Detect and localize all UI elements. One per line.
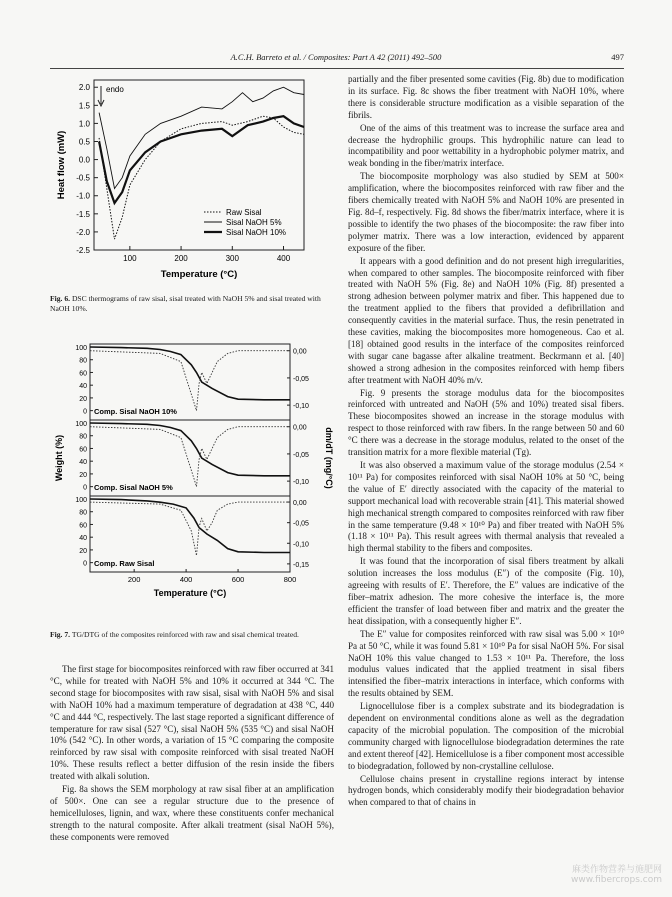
y2-tick-label: -0,10: [293, 403, 309, 411]
y-tick-label: 1.5: [78, 101, 90, 111]
right-column-text: [348, 74, 624, 810]
legend-label: Sisal NaOH 5%: [226, 218, 282, 227]
dtg-curve: [90, 502, 290, 555]
right-paragraph: It was also observed a maximum value of the storage modulus (2.54 × 10¹¹ Pa) for composites reinforced with sisal NaOH 10% at 50 °C, being the value of E′ directly associated with the capacity of the material to support mechanical load with recoverable strain [41]. This material showed high mechanical strength compared to composites reinforced with raw fiber in the same temperature (9.48 × 10¹⁰ Pa) and fiber treated with NaOH 5% (1.18 × 10¹¹ Pa). This result agrees with thermal analysis that revealed a high thermal stability to the fibers and composites.: [348, 460, 624, 554]
y-tick-label: 0.5: [78, 137, 90, 147]
y-tick-label: 0: [83, 560, 87, 568]
y2-axis-label: dm/dT (mg/°C): [324, 427, 334, 489]
legend-label: Sisal NaOH 10%: [226, 228, 287, 237]
figure-7-tg-dtg-chart: [52, 338, 332, 624]
y-tick-label: -2.5: [76, 246, 90, 255]
dtg-curve: [90, 351, 290, 411]
dtg-curve: [90, 427, 290, 487]
y-tick-label: -1.0: [76, 191, 90, 201]
y-tick-label: 60: [79, 446, 87, 454]
tg-curve: [90, 347, 290, 400]
left-column-text: [50, 664, 334, 845]
y-tick-label: 40: [79, 383, 87, 391]
y-tick-label: 80: [79, 509, 87, 517]
right-paragraph: Fig. 9 presents the storage modulus data for the biocomposites reinforced with untreated and NaOH (5% and 10%) treated sisal fibers. These biocomposites showed an increase in the storage modulus with respect to those reinforced with raw fibers. In the range between 50 and 60 °C there was a decrease in the storage modulus, related to the onset of the transition matrix for a more flexible material (Tg).: [348, 387, 624, 458]
y-tick-label: 2.0: [78, 83, 90, 93]
x-axis-label: Temperature (°C): [160, 269, 238, 280]
y-tick-label: 60: [79, 522, 87, 530]
tg-curve: [90, 499, 290, 553]
y2-tick-label: -0,15: [293, 561, 309, 569]
tg-curve: [90, 423, 290, 476]
endo-label: endo: [106, 85, 124, 94]
running-header: [0, 52, 672, 66]
figure-7-caption-text: TG/DTG of the composites reinforced with raw and sisal chemical treated.: [71, 630, 299, 639]
y-tick-label: 0: [83, 484, 87, 492]
figure-6-caption: [50, 294, 334, 314]
y-tick-label: 20: [79, 395, 87, 403]
right-paragraph: Lignocellulose fiber is a complex substrate and its biodegradation is dependent on environmental conditions alone as well as the degradation capacity of the microbial population. The composition of the microbial community charged with lignocellulose biodegradation determines the rate and extent thereof [42]. Hemicellulose is a fiber component most accessible to biodegradation, followed by non-crystalline cellulose.: [348, 701, 625, 771]
y-tick-label: 1.0: [78, 119, 90, 129]
y-tick-label: 100: [75, 421, 87, 428]
right-paragraph: The biocomposite morphology was also studied by SEM at 500× amplification, where the biocomposites reinforced with raw fiber and the fibers chemically treated with NaOH 5% and NaOH 10% are presented in Fig. 8d–f, respectively. Fig. 8d shows the fiber/matrix interface, where it is possible to identify the two phases of the biocomposite: the raw fiber into polymer matrix. There was a low interaction, evidenced by apparent exposure of the fiber.: [348, 171, 624, 253]
figure-6-label: Fig. 6.: [50, 294, 71, 303]
page-number: 497: [611, 52, 624, 62]
y2-tick-label: 0,00: [293, 348, 307, 356]
y-tick-label: 80: [79, 357, 87, 365]
y-tick-label: 20: [79, 547, 87, 555]
panel-label: Comp. Raw Sisal: [94, 559, 155, 568]
watermark: [571, 862, 662, 885]
watermark-line-1: 麻类作物营养与施肥网: [571, 865, 662, 875]
x-tick-label: 100: [123, 254, 137, 263]
right-paragraph: One of the aims of this treatment was to increase the surface area and decrease the hydrophilic groups. This hydrophilic nature can lead to incompatibility and poor wettability in a hydrophobic polymer matrix, and weak bonding in the fiber/matrix interface.: [348, 122, 624, 169]
panel-label: Comp. Sisal NaOH 5%: [94, 483, 173, 492]
y-tick-label: 0.0: [78, 155, 90, 165]
right-paragraph: partially and the fiber presented some cavities (Fig. 8b) due to modification in its surface. Fig. 8c shows the fiber treatment with NaOH 10%, where there is considerable structure modification as a visible separation of the fibrils.: [348, 74, 624, 120]
figure-7-caption: [50, 630, 340, 640]
series-line: [99, 116, 304, 203]
journal-citation: A.C.H. Barreto et al. / Composites: Part A 42 (2011) 492–500: [230, 52, 442, 62]
x-tick-label: 200: [174, 254, 188, 263]
y-tick-label: 0: [83, 408, 87, 416]
figure-6-caption-text: DSC thermograms of raw sisal, sisal treated with NaOH 5% and sisal treated with NaOH 10%.: [50, 294, 321, 313]
x-tick-label: 800: [283, 575, 297, 584]
left-paragraph: Fig. 8a shows the SEM morphology at raw sisal fiber at an amplification of 500×. One can see a regular structure due to the presence of hemicelluloses, lignin, and wax, where these constituents confer mechanical strength to the natural composite. After alkali treatment (sisal NaOH 5%), these components were removed: [50, 784, 334, 842]
figure-6-dsc-chart: [52, 74, 314, 286]
x-tick-label: 200: [127, 575, 141, 584]
figure-7-label: Fig. 7.: [50, 630, 71, 639]
y-tick-label: 20: [79, 471, 87, 479]
y-tick-label: 40: [79, 535, 87, 543]
legend-label: Raw Sisal: [226, 208, 262, 217]
x-axis-label: Temperature (°C): [153, 588, 227, 598]
y-tick-label: -1.5: [76, 209, 90, 219]
right-paragraph: It appears with a good definition and do not present high irregularities, when compared to other samples. The biocomposite reinforced with fiber treated with NaOH 5% (Fig. 8e) and NaOH 10% (Fig. 8f) presented a strong adhesion between polymer matrix and fiber. This happened due to the treatment applied to the fibers that provided a defibrillation and consequently cavities in the material surface. Thus, the resin penetrated in these cavities, making the biocomposites more homogeneous. Cao et al. [18] obtained good results in the interface of the composites reinforced with sugar cane bagasse after alkaline treatment. Beckrmann et al. [40] showed a strong adhesion in the composites reinforced with hemp fibers after treatment with NaOH 40% m/v.: [348, 255, 624, 385]
right-paragraph: The E″ value for composites reinforced with raw sisal was 5.00 × 10¹⁰ Pa at 50 °C, while it was found 5.81 × 10¹⁰ Pa for sisal NaOH 5%. For sisal NaOH 10% this value changed to 1.53 × 10¹¹ Pa. Therefore, the loss modulus values indicated that the applied treatment in sisal fibers intensified the fiber–matrix interactions in interface, which conforms with the results obtained by SEM.: [348, 628, 624, 699]
header-rule: [50, 68, 624, 69]
left-paragraph: The first stage for biocomposites reinforced with raw fiber occurred at 341 °C, while for treated with NaOH 5% and 10% it occurred at 344 °C. The second stage for biocomposites with raw sisal, sisal with NaOH 5% and sisal with NaOH 10% had a maximum temperature of degradation at 438 °C, 440 °C and 444 °C, respectively. The last stage reported a significant difference of temperature for raw sisal (527 °C), sisal NaOH 5% (535 °C) and sisal NaOH 10% (542 °C). In other words, a variation of 15 °C comparing the composite reinforced by raw sisal with composite reinforced with sisal treated NaOH 10%. These results reflect a better diffusion of the resin inside the fibers treated with alkali solution.: [50, 664, 334, 782]
y-tick-label: 40: [79, 459, 87, 467]
y-tick-label: -0.5: [76, 173, 90, 183]
x-tick-label: 600: [231, 575, 245, 584]
y-tick-label: 60: [79, 370, 87, 378]
right-paragraph: Cellulose chains present in crystalline regions interact by intense hydrogen bonds, which considerably modify their biodegradation behavior when compared to that of chains in: [348, 773, 624, 808]
panel-label: Comp. Sisal NaOH 10%: [94, 407, 177, 416]
y2-tick-label: -0,10: [293, 541, 309, 549]
y2-tick-label: -0,10: [293, 479, 309, 487]
y2-tick-label: 0,00: [293, 424, 307, 432]
y-axis-label: Weight (%): [54, 434, 64, 482]
y2-tick-label: 0,00: [293, 500, 307, 508]
y2-tick-label: -0,05: [293, 451, 309, 459]
y-tick-label: 100: [75, 497, 87, 504]
y2-tick-label: -0,05: [293, 375, 309, 383]
x-tick-label: 400: [276, 254, 291, 263]
y-axis-label: Heat flow (mW): [56, 130, 67, 200]
y-tick-label: 80: [79, 433, 87, 441]
x-tick-label: 400: [179, 575, 193, 584]
right-paragraph: It was found that the incorporation of sisal fibers treatment by alkali solution increases the loss modulus (E″) of the composite (Fig. 10), agreeing with results of E′. Therefore, the E″ values are indicative of the fiber–matrix adhesion. The more cohesive the interface is, the more efficient the transfer of load between fiber and matrix and the greater the heat dissipation, with a consequently higher E″.: [348, 556, 624, 626]
y2-tick-label: -0,05: [293, 520, 309, 528]
x-tick-label: 300: [225, 254, 239, 263]
y-tick-label: 100: [75, 345, 87, 352]
y-tick-label: -2.0: [76, 227, 90, 237]
watermark-line-2: www.fibercrops.com: [571, 875, 662, 885]
